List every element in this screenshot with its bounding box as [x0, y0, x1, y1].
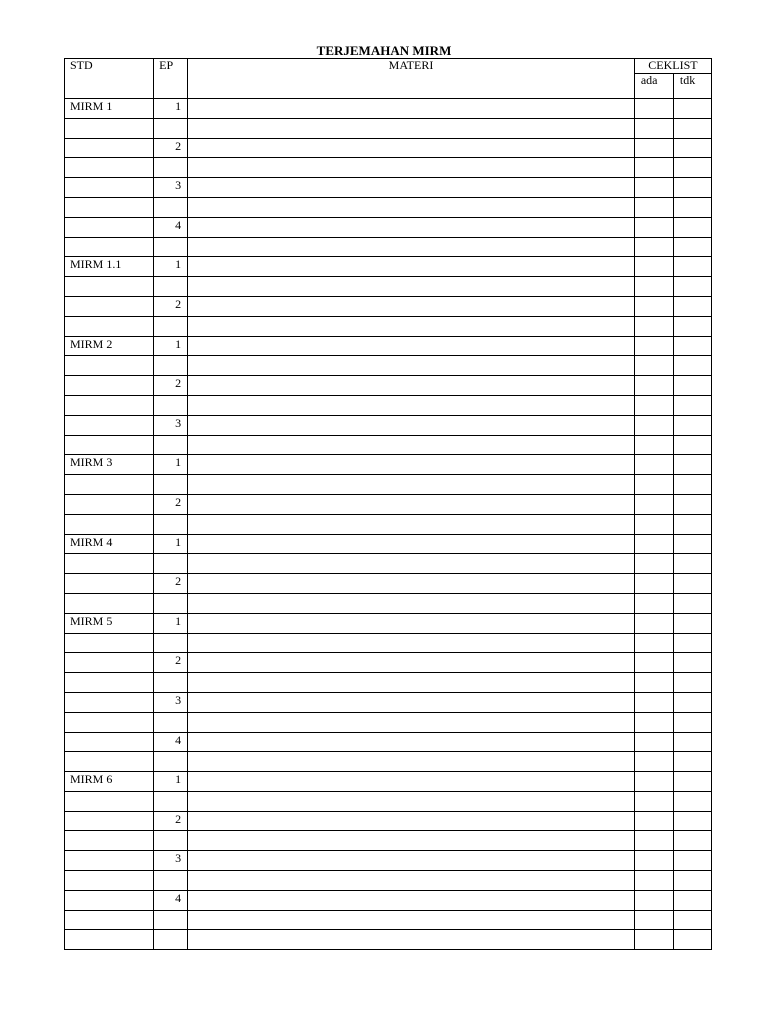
ep-cell: 1	[154, 455, 188, 475]
std-cell	[65, 475, 154, 495]
table-row	[65, 910, 712, 930]
ceklist-ada-cell[interactable]	[634, 376, 673, 396]
ceklist-ada-cell[interactable]	[634, 494, 673, 514]
std-cell	[65, 376, 154, 396]
ep-cell: 1	[154, 534, 188, 554]
ceklist-ada-cell[interactable]	[634, 514, 673, 534]
ceklist-ada-cell[interactable]	[634, 712, 673, 732]
table-row	[65, 831, 712, 851]
ceklist-ada-cell[interactable]	[634, 613, 673, 633]
std-cell	[65, 514, 154, 534]
ceklist-tdk-cell[interactable]	[673, 772, 711, 792]
ceklist-ada-cell[interactable]	[634, 316, 673, 336]
materi-cell[interactable]	[188, 296, 635, 316]
ep-cell: 2	[154, 574, 188, 594]
materi-cell[interactable]	[188, 395, 635, 415]
table-row	[65, 257, 712, 277]
ceklist-ada-cell[interactable]	[634, 811, 673, 831]
table-row	[65, 633, 712, 653]
std-cell	[65, 673, 154, 693]
table-row	[65, 811, 712, 831]
ceklist-tdk-cell[interactable]	[673, 455, 711, 475]
materi-cell[interactable]	[188, 435, 635, 455]
table-row	[65, 494, 712, 514]
ep-cell: 1	[154, 336, 188, 356]
ep-cell: 2	[154, 653, 188, 673]
table-row	[65, 574, 712, 594]
ceklist-ada-cell[interactable]	[634, 336, 673, 356]
ceklist-tdk-cell[interactable]	[673, 653, 711, 673]
table-row	[65, 514, 712, 534]
std-cell	[65, 692, 154, 712]
ep-cell	[154, 871, 188, 891]
materi-cell[interactable]	[188, 138, 635, 158]
ceklist-ada-cell[interactable]	[634, 237, 673, 257]
table-row	[65, 791, 712, 811]
mirm-table	[64, 58, 712, 950]
ceklist-ada-cell[interactable]	[634, 217, 673, 237]
materi-cell[interactable]	[188, 99, 635, 119]
table-row	[65, 475, 712, 495]
std-cell	[65, 356, 154, 376]
ceklist-ada-cell[interactable]	[634, 732, 673, 752]
table-row	[65, 435, 712, 455]
ep-cell	[154, 633, 188, 653]
header-ep: EP	[154, 59, 188, 99]
ceklist-ada-cell[interactable]	[634, 534, 673, 554]
table-row	[65, 613, 712, 633]
ep-cell: 4	[154, 890, 188, 910]
std-cell	[65, 851, 154, 871]
materi-cell[interactable]	[188, 455, 635, 475]
ceklist-tdk-cell[interactable]	[673, 395, 711, 415]
ceklist-tdk-cell[interactable]	[673, 633, 711, 653]
table-row	[65, 554, 712, 574]
ceklist-tdk-cell[interactable]	[673, 811, 711, 831]
ep-cell	[154, 910, 188, 930]
std-cell	[65, 791, 154, 811]
ep-cell	[154, 554, 188, 574]
ceklist-tdk-cell[interactable]	[673, 435, 711, 455]
ceklist-ada-cell[interactable]	[634, 138, 673, 158]
ceklist-tdk-cell[interactable]	[673, 514, 711, 534]
table-row	[65, 455, 712, 475]
materi-cell[interactable]	[188, 673, 635, 693]
ceklist-tdk-cell[interactable]	[673, 930, 711, 950]
std-cell	[65, 138, 154, 158]
ep-cell	[154, 752, 188, 772]
document-title: TERJEMAHAN MIRM	[316, 43, 452, 58]
materi-cell[interactable]	[188, 316, 635, 336]
materi-cell[interactable]	[188, 910, 635, 930]
table-row	[65, 534, 712, 554]
std-cell	[65, 811, 154, 831]
ep-cell	[154, 197, 188, 217]
ceklist-tdk-cell[interactable]	[673, 890, 711, 910]
ceklist-tdk-cell[interactable]	[673, 118, 711, 138]
std-cell	[65, 890, 154, 910]
ceklist-ada-cell[interactable]	[634, 475, 673, 495]
ep-cell: 1	[154, 257, 188, 277]
ep-cell: 2	[154, 376, 188, 396]
ep-cell	[154, 593, 188, 613]
materi-cell[interactable]	[188, 791, 635, 811]
materi-cell[interactable]	[188, 613, 635, 633]
ceklist-ada-cell[interactable]	[634, 415, 673, 435]
std-cell	[65, 653, 154, 673]
table-row	[65, 138, 712, 158]
materi-cell[interactable]	[188, 217, 635, 237]
ceklist-ada-cell[interactable]	[634, 574, 673, 594]
std-cell: MIRM 3	[65, 455, 154, 475]
materi-cell[interactable]	[188, 415, 635, 435]
table-row	[65, 732, 712, 752]
materi-cell[interactable]	[188, 118, 635, 138]
std-cell	[65, 415, 154, 435]
std-cell: MIRM 4	[65, 534, 154, 554]
table-row	[65, 871, 712, 891]
table-row	[65, 197, 712, 217]
std-cell	[65, 554, 154, 574]
ep-cell	[154, 831, 188, 851]
std-cell	[65, 118, 154, 138]
table-row	[65, 178, 712, 198]
ceklist-tdk-cell[interactable]	[673, 217, 711, 237]
materi-cell[interactable]	[188, 692, 635, 712]
materi-cell[interactable]	[188, 494, 635, 514]
materi-cell[interactable]	[188, 732, 635, 752]
ceklist-ada-cell[interactable]	[634, 633, 673, 653]
materi-cell[interactable]	[188, 336, 635, 356]
ceklist-ada-cell[interactable]	[634, 435, 673, 455]
header-ceklist: CEKLIST	[634, 59, 711, 74]
table-row	[65, 752, 712, 772]
ceklist-ada-cell[interactable]	[634, 692, 673, 712]
materi-cell[interactable]	[188, 871, 635, 891]
header-materi: MATERI	[188, 59, 635, 99]
table-row	[65, 930, 712, 950]
std-cell: MIRM 6	[65, 772, 154, 792]
ep-cell: 1	[154, 99, 188, 119]
ceklist-tdk-cell[interactable]	[673, 673, 711, 693]
ep-cell: 4	[154, 217, 188, 237]
ceklist-tdk-cell[interactable]	[673, 475, 711, 495]
table-row	[65, 692, 712, 712]
ceklist-ada-cell[interactable]	[634, 197, 673, 217]
table-row	[65, 237, 712, 257]
std-cell	[65, 435, 154, 455]
ep-cell	[154, 158, 188, 178]
materi-cell[interactable]	[188, 653, 635, 673]
table-row	[65, 376, 712, 396]
ceklist-tdk-cell[interactable]	[673, 574, 711, 594]
ceklist-ada-cell[interactable]	[634, 296, 673, 316]
ep-cell	[154, 791, 188, 811]
ep-cell	[154, 930, 188, 950]
ceklist-tdk-cell[interactable]	[673, 910, 711, 930]
table-row	[65, 890, 712, 910]
std-cell	[65, 296, 154, 316]
materi-cell[interactable]	[188, 752, 635, 772]
ep-cell	[154, 356, 188, 376]
ep-cell: 3	[154, 178, 188, 198]
std-cell: MIRM 5	[65, 613, 154, 633]
std-cell: MIRM 1	[65, 99, 154, 119]
table-row	[65, 712, 712, 732]
ceklist-tdk-cell[interactable]	[673, 158, 711, 178]
ceklist-tdk-cell[interactable]	[673, 415, 711, 435]
std-cell	[65, 178, 154, 198]
table-row	[65, 277, 712, 297]
ceklist-ada-cell[interactable]	[634, 158, 673, 178]
ceklist-tdk-cell[interactable]	[673, 712, 711, 732]
ceklist-ada-cell[interactable]	[634, 930, 673, 950]
table-row	[65, 356, 712, 376]
std-cell	[65, 712, 154, 732]
header-ada: ada	[634, 74, 673, 99]
materi-cell[interactable]	[188, 356, 635, 376]
materi-cell[interactable]	[188, 257, 635, 277]
ceklist-tdk-cell[interactable]	[673, 871, 711, 891]
materi-cell[interactable]	[188, 890, 635, 910]
std-cell	[65, 910, 154, 930]
table-row	[65, 415, 712, 435]
materi-cell[interactable]	[188, 831, 635, 851]
table-row	[65, 118, 712, 138]
materi-cell[interactable]	[188, 554, 635, 574]
ceklist-tdk-cell[interactable]	[673, 831, 711, 851]
ceklist-tdk-cell[interactable]	[673, 494, 711, 514]
table-row	[65, 99, 712, 119]
ep-cell	[154, 395, 188, 415]
materi-cell[interactable]	[188, 930, 635, 950]
ep-cell: 2	[154, 296, 188, 316]
ceklist-tdk-cell[interactable]	[673, 534, 711, 554]
std-cell	[65, 831, 154, 851]
ceklist-tdk-cell[interactable]	[673, 791, 711, 811]
table-row	[65, 336, 712, 356]
ep-cell: 4	[154, 732, 188, 752]
std-cell	[65, 217, 154, 237]
ep-cell	[154, 316, 188, 336]
materi-cell[interactable]	[188, 772, 635, 792]
ceklist-ada-cell[interactable]	[634, 851, 673, 871]
ceklist-tdk-cell[interactable]	[673, 613, 711, 633]
materi-cell[interactable]	[188, 514, 635, 534]
materi-cell[interactable]	[188, 633, 635, 653]
ceklist-tdk-cell[interactable]	[673, 851, 711, 871]
materi-cell[interactable]	[188, 851, 635, 871]
table-row	[65, 158, 712, 178]
ep-cell	[154, 277, 188, 297]
materi-cell[interactable]	[188, 534, 635, 554]
std-cell: MIRM 1.1	[65, 257, 154, 277]
table-row	[65, 772, 712, 792]
ceklist-tdk-cell[interactable]	[673, 356, 711, 376]
ceklist-ada-cell[interactable]	[634, 772, 673, 792]
ep-cell: 3	[154, 415, 188, 435]
std-cell	[65, 732, 154, 752]
ep-cell	[154, 514, 188, 534]
std-cell	[65, 930, 154, 950]
ceklist-ada-cell[interactable]	[634, 831, 673, 851]
ceklist-ada-cell[interactable]	[634, 356, 673, 376]
ceklist-ada-cell[interactable]	[634, 910, 673, 930]
materi-cell[interactable]	[188, 712, 635, 732]
table-row	[65, 653, 712, 673]
ceklist-tdk-cell[interactable]	[673, 296, 711, 316]
materi-cell[interactable]	[188, 811, 635, 831]
table-row	[65, 673, 712, 693]
ceklist-tdk-cell[interactable]	[673, 376, 711, 396]
ceklist-ada-cell[interactable]	[634, 395, 673, 415]
ceklist-ada-cell[interactable]	[634, 752, 673, 772]
std-cell: MIRM 2	[65, 336, 154, 356]
ep-cell	[154, 237, 188, 257]
ep-cell: 3	[154, 851, 188, 871]
ceklist-ada-cell[interactable]	[634, 554, 673, 574]
table-row	[65, 593, 712, 613]
table-body	[65, 99, 712, 950]
materi-cell[interactable]	[188, 376, 635, 396]
ep-cell: 2	[154, 811, 188, 831]
ep-cell: 1	[154, 613, 188, 633]
table-row	[65, 296, 712, 316]
table-row	[65, 395, 712, 415]
ceklist-tdk-cell[interactable]	[673, 277, 711, 297]
materi-cell[interactable]	[188, 277, 635, 297]
ceklist-tdk-cell[interactable]	[673, 732, 711, 752]
ceklist-tdk-cell[interactable]	[673, 197, 711, 217]
ceklist-tdk-cell[interactable]	[673, 99, 711, 119]
ceklist-tdk-cell[interactable]	[673, 316, 711, 336]
std-cell	[65, 494, 154, 514]
ceklist-ada-cell[interactable]	[634, 791, 673, 811]
table-row	[65, 316, 712, 336]
ceklist-tdk-cell[interactable]	[673, 138, 711, 158]
materi-cell[interactable]	[188, 158, 635, 178]
ceklist-tdk-cell[interactable]	[673, 554, 711, 574]
ep-cell	[154, 712, 188, 732]
materi-cell[interactable]	[188, 178, 635, 198]
ceklist-ada-cell[interactable]	[634, 257, 673, 277]
ceklist-ada-cell[interactable]	[634, 99, 673, 119]
std-cell	[65, 633, 154, 653]
ceklist-tdk-cell[interactable]	[673, 237, 711, 257]
materi-cell[interactable]	[188, 197, 635, 217]
ceklist-tdk-cell[interactable]	[673, 257, 711, 277]
std-cell	[65, 593, 154, 613]
ceklist-tdk-cell[interactable]	[673, 178, 711, 198]
ep-cell	[154, 475, 188, 495]
std-cell	[65, 197, 154, 217]
materi-cell[interactable]	[188, 237, 635, 257]
std-cell	[65, 395, 154, 415]
ceklist-tdk-cell[interactable]	[673, 336, 711, 356]
ep-cell	[154, 673, 188, 693]
ceklist-ada-cell[interactable]	[634, 890, 673, 910]
ep-cell: 1	[154, 772, 188, 792]
ceklist-ada-cell[interactable]	[634, 178, 673, 198]
materi-cell[interactable]	[188, 574, 635, 594]
std-cell	[65, 158, 154, 178]
ceklist-ada-cell[interactable]	[634, 118, 673, 138]
table-row	[65, 851, 712, 871]
ep-cell: 2	[154, 138, 188, 158]
std-cell	[65, 277, 154, 297]
header-tdk: tdk	[673, 74, 711, 99]
ep-cell	[154, 435, 188, 455]
ceklist-ada-cell[interactable]	[634, 277, 673, 297]
ceklist-ada-cell[interactable]	[634, 593, 673, 613]
ceklist-ada-cell[interactable]	[634, 455, 673, 475]
std-cell	[65, 316, 154, 336]
std-cell	[65, 752, 154, 772]
table-row	[65, 217, 712, 237]
std-cell	[65, 871, 154, 891]
std-cell	[65, 574, 154, 594]
ep-cell: 3	[154, 692, 188, 712]
ceklist-ada-cell[interactable]	[634, 673, 673, 693]
materi-cell[interactable]	[188, 593, 635, 613]
ceklist-ada-cell[interactable]	[634, 653, 673, 673]
ep-cell: 2	[154, 494, 188, 514]
ceklist-ada-cell[interactable]	[634, 871, 673, 891]
std-cell	[65, 237, 154, 257]
ceklist-tdk-cell[interactable]	[673, 593, 711, 613]
ep-cell	[154, 118, 188, 138]
ceklist-tdk-cell[interactable]	[673, 752, 711, 772]
materi-cell[interactable]	[188, 475, 635, 495]
header-std: STD	[65, 59, 154, 99]
ceklist-tdk-cell[interactable]	[673, 692, 711, 712]
